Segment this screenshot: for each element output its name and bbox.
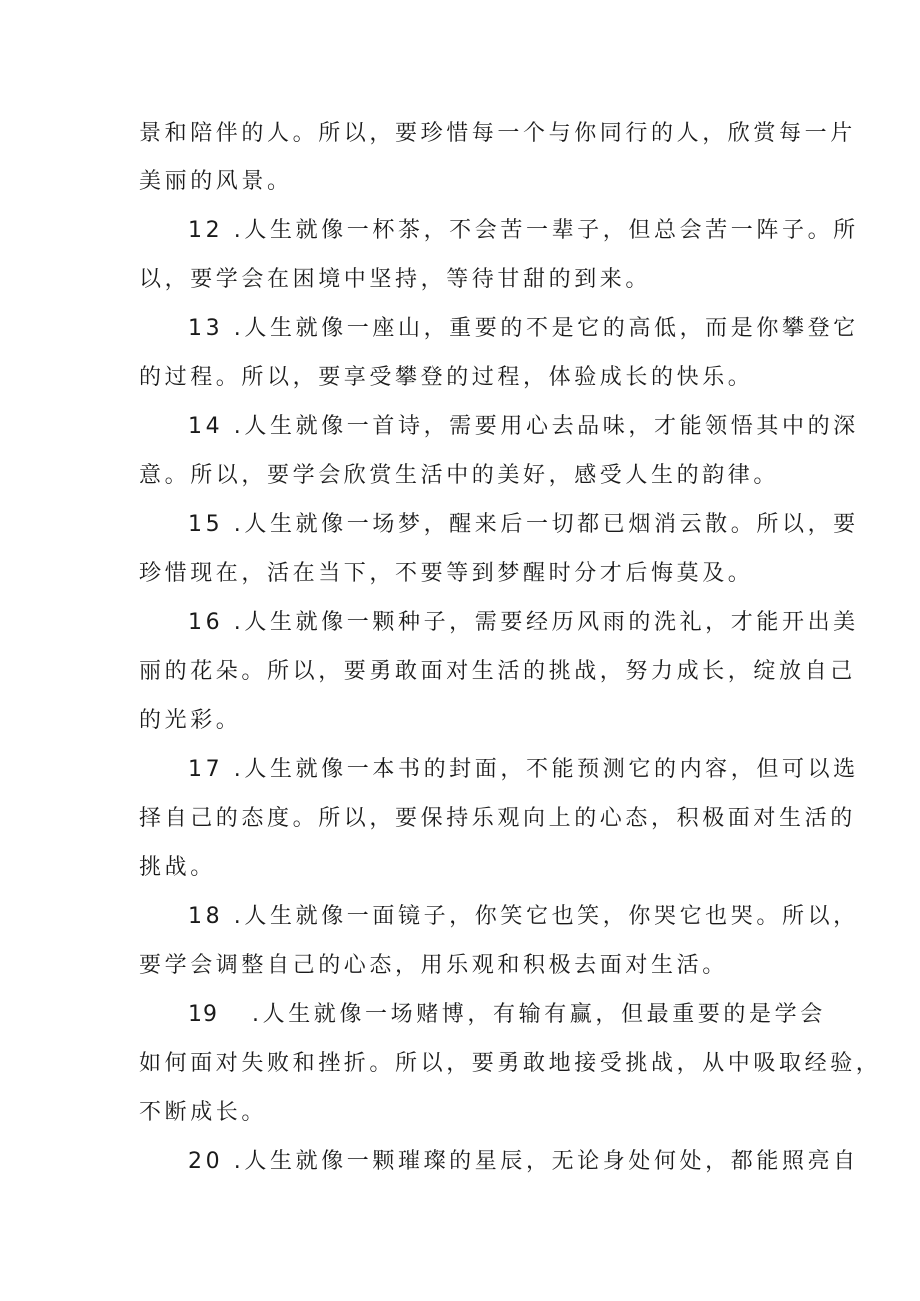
item-12-line-2: 以，要学会在困境中坚持，等待甘甜的到来。 [139,267,652,292]
text-line: 景和陪伴的人。所以，要珍惜每一个与你同行的人，欣赏每一片 [139,121,856,146]
item-16-line-3: 的光彩。 [139,708,242,733]
item-16-line-2: 丽的花朵。所以，要勇敢面对生活的挑战，努力成长，绽放自己 [139,659,856,684]
item-13-line-1: 13 .人生就像一座山，重要的不是它的高低，而是你攀登它 [188,316,859,341]
item-13-line-2: 的过程。所以，要享受攀登的过程，体验成长的快乐。 [139,365,754,390]
item-12-line-1: 12 .人生就像一杯茶，不会苦一辈子，但总会苦一阵子。所 [188,218,859,243]
item-20-line-1: 20 .人生就像一颗璀璨的星辰，无论身处何处，都能照亮自 [188,1149,859,1174]
item-15-line-2: 珍惜现在，活在当下，不要等到梦醒时分才后悔莫及。 [139,561,754,586]
item-17-line-3: 挑战。 [139,855,216,880]
item-19-line-2: 如何面对失败和挫折。所以，要勇敢地接受挑战，从中吸取经验， [139,1051,882,1076]
item-17-line-2: 择自己的态度。所以，要保持乐观向上的心态，积极面对生活的 [139,806,856,831]
item-18-line-2: 要学会调整自己的心态，用乐观和积极去面对生活。 [139,953,728,978]
item-19-text: .人生就像一场赌博，有输有赢，但最重要的是学会 [252,1002,826,1027]
text-line: 美丽的风景。 [139,169,293,194]
item-18-line-1: 18 .人生就像一面镜子，你笑它也笑，你哭它也哭。所以， [188,904,859,929]
item-19-line-3: 不断成长。 [139,1100,268,1125]
item-14-line-1: 14 .人生就像一首诗，需要用心去品味，才能领悟其中的深 [188,414,859,439]
item-16-line-1: 16 .人生就像一颗种子，需要经历风雨的洗礼，才能开出美 [188,610,859,635]
item-17-line-1: 17 .人生就像一本书的封面，不能预测它的内容，但可以选 [188,757,859,782]
item-14-line-2: 意。所以，要学会欣赏生活中的美好，感受人生的韵律。 [139,463,780,488]
item-19-line-1 [188,1000,826,1030]
item-15-line-1: 15 .人生就像一场梦，醒来后一切都已烟消云散。所以，要 [188,512,859,537]
item-19-number: 19 [188,1002,218,1027]
